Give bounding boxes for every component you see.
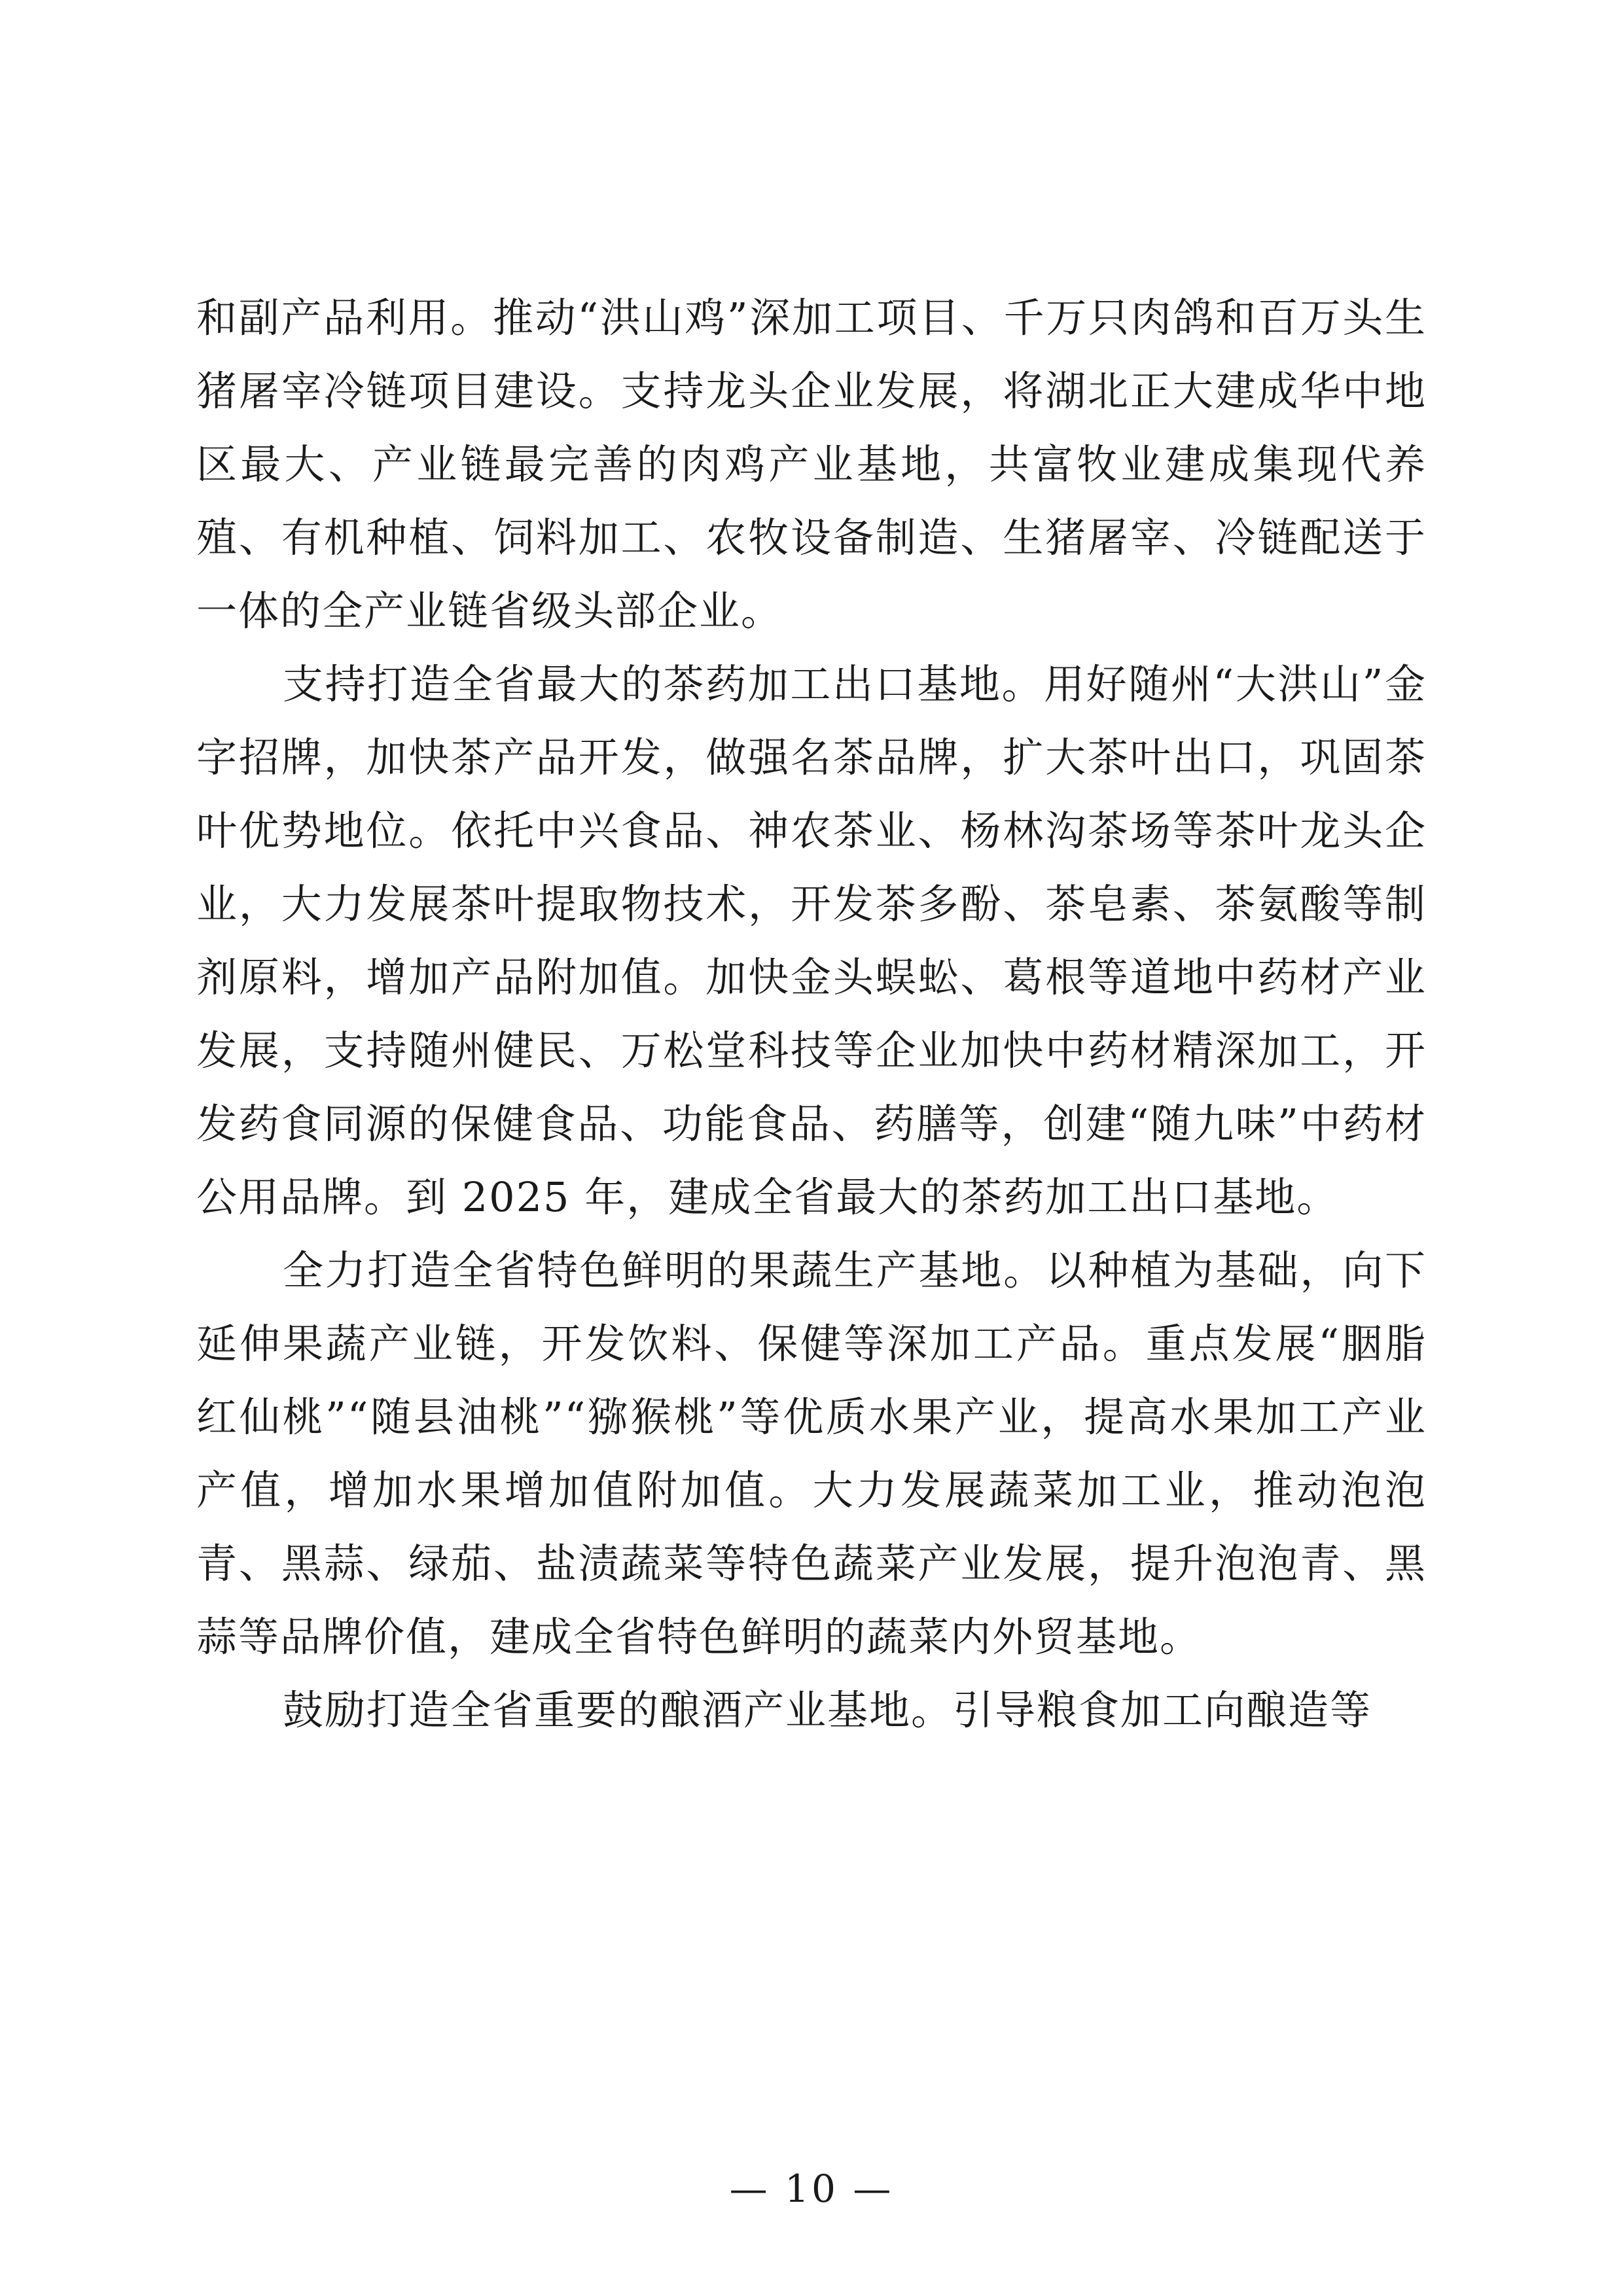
paragraph-liquor: 鼓励打造全省重要的酿酒产业基地。引导粮食加工向酿造等 — [283, 1686, 1372, 1734]
page-body — [196, 281, 1427, 1747]
paragraph-tea-medicine: 支持打造全省最大的茶药加工出口基地。用好随州“大洪山”金字招牌，加快茶产品开发，做强名茶品牌，扩大茶叶出口，巩固茶叶优势地位。依托中兴食品、神农茶业、杨林沟茶场等茶叶龙头企业，大力发展茶叶提取物技术，开发茶多酚、茶皂素、茶氨酸等制剂原料，增加产品附加值。加快金头蜈蚣、葛根等道地中药材产业发展，支持随州健民、万松堂科技等企业加快中药材精深加工，开发药食同源的保健食品、功能食品、药膳等，创建“随九味”中药材公用品牌。到 2025 年，建成全省最大的茶药加工出口基地。 — [196, 660, 1427, 1221]
paragraph-continued: 和副产品利用。推动“洪山鸡”深加工项目、千万只肉鸽和百万头生猪屠宰冷链项目建设。支持龙头企业发展，将湖北正大建成华中地区最大、产业链最完善的肉鸡产业基地，共富牧业建成集现代养殖、有机种植、饲料加工、农牧设备制造、生猪屠宰、冷链配送于一体的全产业链省级头部企业。 — [196, 294, 1427, 635]
page-number: — 10 — — [729, 2166, 894, 2211]
paragraph-fruit-vegetable: 全力打造全省特色鲜明的果蔬生产基地。以种植为基础，向下延伸果蔬产业链，开发饮料、保健等深加工产品。重点发展“胭脂红仙桃”“随县油桃”“猕猴桃”等优质水果产业，提高水果加工产业产值，增加水果增加值附加值。大力发展蔬菜加工业，推动泡泡青、黑蒜、绿茄、盐渍蔬菜等特色蔬菜产业发展，提升泡泡青、黑蒜等品牌价值，建成全省特色鲜明的蔬菜内外贸基地。 — [196, 1246, 1427, 1661]
